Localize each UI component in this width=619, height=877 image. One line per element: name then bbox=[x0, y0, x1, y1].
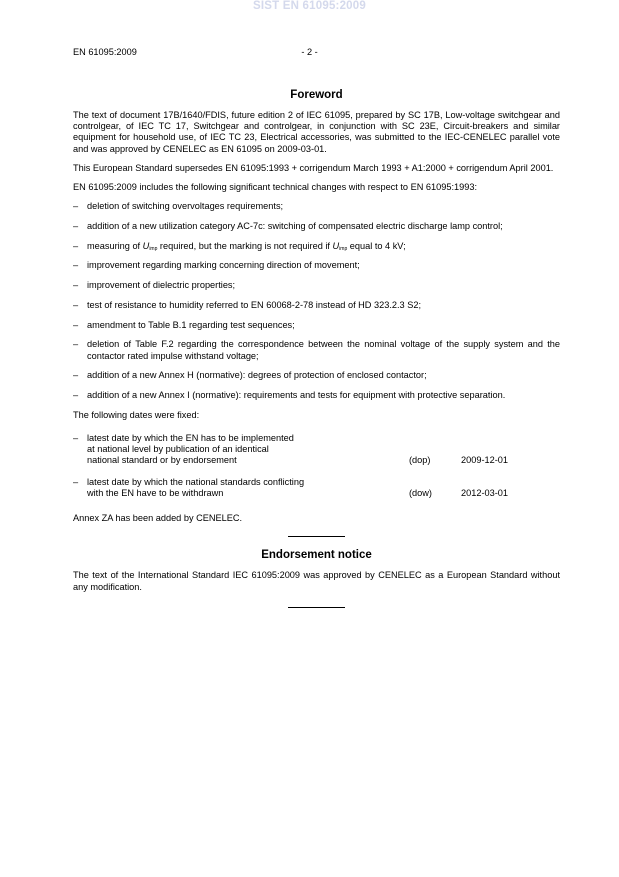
section-divider bbox=[288, 536, 345, 537]
date-code: (dop) bbox=[409, 455, 431, 466]
dash-bullet: – bbox=[73, 260, 79, 271]
date-code: (dow) bbox=[409, 487, 432, 498]
dates-intro: The following dates were fixed: bbox=[73, 409, 200, 420]
changes-intro: EN 61095:2009 includes the following significant technical changes with respect to EN 61095:1993: bbox=[73, 182, 477, 193]
dash-bullet: – bbox=[73, 390, 79, 401]
list-item: – test of resistance to humidity referred to EN 60068-2-78 instead of HD 323.2.3 S2; bbox=[73, 299, 421, 310]
list-item: – improvement regarding marking concerning direction of movement; bbox=[73, 260, 360, 271]
dash-bullet: – bbox=[73, 299, 79, 310]
dash-bullet: – bbox=[73, 280, 79, 291]
supersedes-paragraph: This European Standard supersedes EN 61095:1993 + corrigendum March 1993 + A1:2000 + corrigendum April 2001. bbox=[73, 162, 554, 173]
dash-bullet: – bbox=[73, 240, 79, 251]
date-value: 2012-03-01 bbox=[461, 487, 508, 498]
list-item: – improvement of dielectric properties; bbox=[73, 280, 236, 291]
list-item: – addition of a new utilization category AC-7c: switching of compensated electric discharge lamp control; bbox=[73, 221, 503, 232]
date-value: 2009-12-01 bbox=[461, 455, 508, 466]
document-id: EN 61095:2009 bbox=[73, 47, 137, 57]
dash-bullet: – bbox=[73, 476, 79, 487]
list-item: – amendment to Table B.1 regarding test sequences; bbox=[73, 319, 295, 330]
section-divider bbox=[288, 607, 345, 608]
dash-bullet: – bbox=[73, 319, 79, 330]
changes-list bbox=[73, 201, 560, 401]
list-item: – deletion of Table F.2 regarding the correspondence between the nominal voltage of the supply system and the contactor rated impulse withstand voltage; bbox=[73, 339, 560, 361]
annex-note: Annex ZA has been added by CENELEC. bbox=[73, 513, 243, 524]
list-item: – deletion of switching overvoltages requirements; bbox=[73, 201, 284, 212]
list-item: – addition of a new Annex H (normative): degrees of protection of enclosed contactor; bbox=[73, 370, 427, 381]
dash-bullet: – bbox=[73, 201, 79, 212]
dash-bullet: – bbox=[73, 221, 79, 232]
date-row-dow bbox=[73, 477, 560, 499]
dash-bullet: – bbox=[73, 432, 79, 443]
list-item: – measuring of $U_{imp}$ required, but the marking is not required if $U_{imp}$ equal to 4 kV; bbox=[73, 240, 406, 252]
endorsement-title: Endorsement notice bbox=[261, 549, 372, 562]
watermark: SIST EN 61095:2009 bbox=[253, 0, 366, 12]
foreword-paragraph: The text of document 17B/1640/FDIS, future edition 2 of IEC 61095, prepared by SC 17B, Low-voltage switchgear and controlgear, of IEC TC 17, Switchgear and controlgear, in conjunction with SC 23E, Circuit-breakers and similar equipment for household use, of IEC TC 23, Electrical accessories, was submitted to the IEC-CENELEC parallel vote and was approved by CENELEC as EN 61095 on 2009-03-01. bbox=[73, 110, 560, 154]
dash-bullet: – bbox=[73, 339, 79, 350]
page-number: - 2 - bbox=[301, 47, 318, 57]
list-item: – addition of a new Annex I (normative): requirements and tests for equipment with protective separation. bbox=[73, 390, 506, 401]
endorsement-text: The text of the International Standard IEC 61095:2009 was approved by CENELEC as a European Standard without any modification. bbox=[73, 570, 560, 592]
date-row-dop bbox=[73, 433, 560, 467]
date-description: latest date by which the EN has to be implemented at national level by publication of an identical national standard or by endorsement bbox=[87, 432, 294, 466]
foreword-title: Foreword bbox=[290, 89, 343, 101]
date-description: latest date by which the national standards conflicting with the EN have to be withdrawn bbox=[87, 476, 305, 498]
page-content bbox=[73, 88, 560, 608]
dash-bullet: – bbox=[73, 370, 79, 381]
